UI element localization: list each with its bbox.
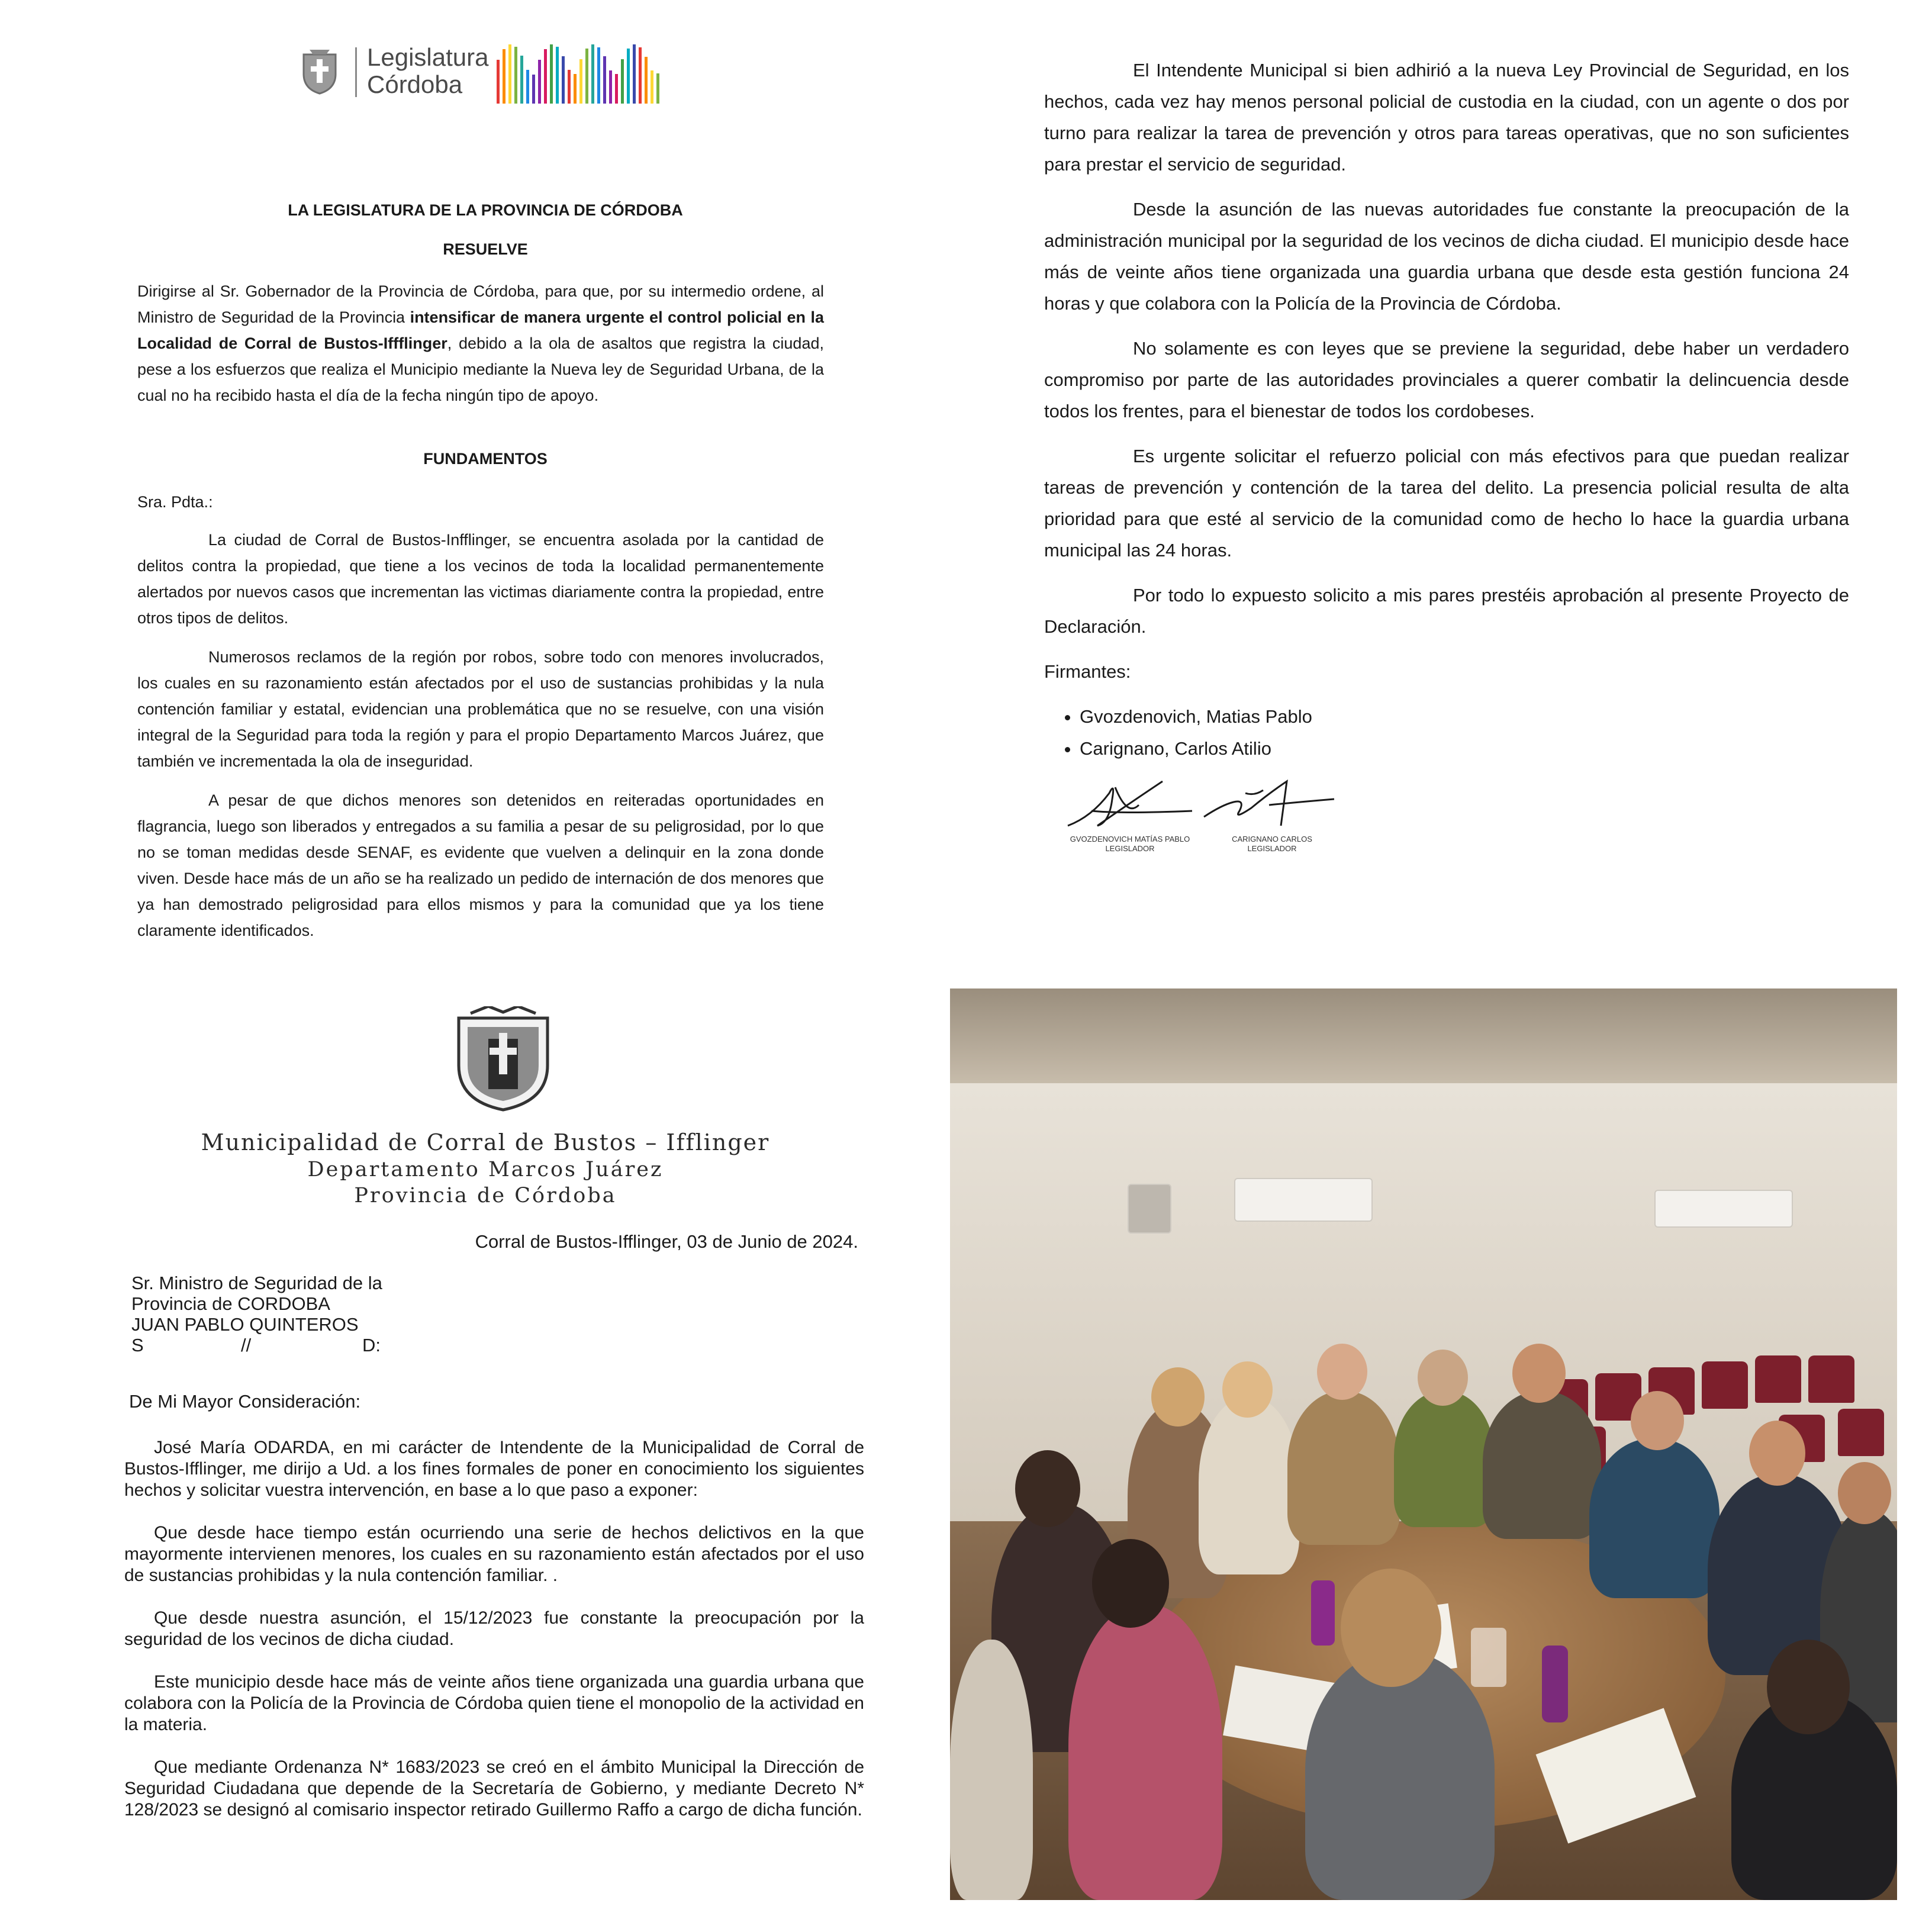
logo-bar: [574, 74, 577, 104]
person-seated: [950, 1640, 1033, 1900]
logo-bar: [556, 47, 559, 104]
continuation-body: [1044, 54, 1849, 765]
logo-bar: [621, 59, 624, 104]
letter-paragraph: Que mediante Ordenanza N* 1683/2023 se creó en el ámbito Municipal la Dirección de Seguridad Ciudadana que depende de la Secretaría de Gobierno, y mediante Decreto N* 128/2023 se designó al comisario inspector retirado Guillermo Raffo a cargo de dicha función.: [124, 1757, 864, 1820]
resolution-title: LA LEGISLATURA DE LA PROVINCIA DE CÓRDOBA: [288, 201, 683, 219]
logo-bar: [550, 44, 553, 104]
logo-bar: [591, 44, 594, 104]
signature-caption-2: CARIGNANO CARLOS LEGISLADOR: [1232, 835, 1312, 853]
logo-line-2: Córdoba: [367, 70, 463, 98]
letter-body: [124, 1437, 864, 1821]
auditorium-chair: [1838, 1409, 1884, 1456]
logo-bar: [603, 56, 606, 104]
addressee-block: [131, 1273, 871, 1355]
department-name: Departamento Marcos Juárez: [307, 1158, 664, 1181]
logo-bar: [508, 44, 511, 104]
air-conditioner-unit: [1654, 1190, 1793, 1228]
auditorium-chair: [1702, 1361, 1748, 1409]
person-seated: [1589, 1438, 1720, 1598]
resolution-page: [0, 0, 947, 971]
logo-bar: [497, 60, 500, 104]
logo-bar: [645, 57, 648, 104]
addressee-line: JUAN PABLO QUINTEROS: [131, 1314, 359, 1335]
logo-divider: [355, 47, 357, 97]
letter-date: Corral de Bustos-Ifflinger, 03 de Junio de 2024.: [475, 1231, 858, 1252]
speaker-box: [1128, 1184, 1171, 1234]
letter-paragraph: José María ODARDA, en mi carácter de Intendente de la Municipalidad de Corral de Bustos-Ifflinger, me dirijo a Ud. a los fines formales de poner en conocimiento los siguientes hechos y solicitar vuestra intervención, en base a lo que paso a exponer:: [124, 1438, 864, 1500]
signers-list: [1044, 701, 1849, 765]
logo-bar: [585, 49, 588, 104]
logo-bar: [615, 74, 618, 104]
fundamentos-paragraph: Numerosos reclamos de la región por robos, sobre todo con menores involucrados, los cuales en su razonamiento están afectados por el uso de sustancias prohibidas y la nula contención familiar y estatal, evidencian una problemática que no se resuelve, con una visión integral de la Seguridad para toda la región y para el propio Departamento Marcos Juárez, que también ve incrementada la ola de inseguridad.: [137, 648, 824, 770]
continuation-paragraph: El Intendente Municipal si bien adhirió a la nueva Ley Provincial de Seguridad, en los hechos, cada vez hay menos personal policial de custodia en la ciudad, con un agente o dos por turno para realizar la tarea de prevención y otros para tareas operativas, que no son suficientes para prestar el servicio de seguridad.: [1044, 60, 1849, 175]
person-head: [1092, 1539, 1169, 1628]
resolve-highlight: intensificar de manera urgente el control policial en la Localidad de Corral de Bustos-Iffflinger: [137, 308, 824, 352]
person-head: [1151, 1367, 1205, 1427]
person-head: [1838, 1462, 1891, 1524]
fundamentos-paragraph: A pesar de que dichos menores son detenidos en reiteradas oportunidades en flagrancia, luego son liberados y entregados a su familia a pesar de su peligrosidad, por lo que no se toman medidas desde SENAF, es evidente que vuelven a delinquir en la zona donde viven. Desde hace más de un año se ha realizado un pedido de internación de dos menores que ya han demostrado peligrosidad para ellos mismos y para la comunidad que ya los tiene claramente identificados.: [137, 791, 824, 939]
person-seated: [1483, 1391, 1601, 1539]
thermos-bottle: [1311, 1580, 1335, 1646]
legislature-logo: [290, 36, 681, 107]
letter-paragraph: Este municipio desde hace más de veinte años tiene organizada una guardia urbana que colabora con la Policía de la Provincia de Córdoba quien tiene el monopolio de la actividad en la materia.: [124, 1672, 864, 1734]
province-name: Provincia de Córdoba: [354, 1184, 617, 1208]
person-seated: [1199, 1397, 1299, 1574]
addressee-line: Sr. Ministro de Seguridad de la: [131, 1273, 382, 1293]
logo-bar: [656, 73, 659, 104]
logo-bar: [627, 49, 630, 104]
logo-bar: [532, 75, 535, 104]
signature-carignano: [1198, 769, 1352, 835]
logo-bar: [562, 56, 565, 104]
logo-bar: [579, 59, 582, 104]
fundamentos-body: [137, 527, 824, 944]
person-head: [1631, 1391, 1684, 1450]
person-seated: [1287, 1391, 1400, 1545]
logo-bar: [651, 70, 653, 104]
continuation-paragraph: Por todo lo expuesto solicito a mis pares prestéis aprobación al presente Proyecto de Declaración.: [1044, 585, 1849, 637]
resolve-paragraph: Dirigirse al Sr. Gobernador de la Provincia de Córdoba, para que, por su intermedio ordene, al Ministro de Seguridad de la Provincia intensificar de manera urgente el control policial en la Localidad de Corral de Bustos-Iffflinger, debido a la ola de asaltos que registra la ciudad, pese a los esfuerzos que realiza el Municipio mediante la Nueva ley de Seguridad Urbana, de la cual no ha recibido hasta el día de la fecha ningún tipo de apoyo.: [137, 282, 824, 404]
continuation-paragraph: Desde la asunción de las nuevas autoridades fue constante la preocupación de la administración municipal por la seguridad de los vecinos de dicha ciudad. El municipio desde hace más de veinte años tiene organizada una guardia urbana que desde esta gestión funciona 24 horas y que colabora con la Policía de la Provincia de Córdoba.: [1044, 199, 1849, 314]
person-head: [1222, 1361, 1273, 1418]
logo-bar: [520, 56, 523, 104]
signature-gvozdenovich: [1056, 769, 1210, 835]
logo-bar: [609, 70, 612, 104]
person-seated: [1305, 1651, 1495, 1900]
person-seated: [1394, 1391, 1495, 1527]
fundamentos-heading: FUNDAMENTOS: [423, 450, 548, 468]
logo-bar: [503, 49, 505, 104]
air-conditioner-unit: [1234, 1178, 1373, 1222]
logo-bar: [633, 44, 636, 104]
sd-line: S // D:: [131, 1335, 381, 1355]
fundamentos-paragraph: La ciudad de Corral de Bustos-Infflinger, se encuentra asolada por la cantidad de delitos contra la propiedad, que tiene a los vecinos de toda la localidad permanentemente alertados por nuevos casos que incrementan las victimas diariamente contra la propiedad, entre otros tipos de delitos.: [137, 531, 824, 627]
signature-caption-1: GVOZDENOVICH MATÍAS PABLO LEGISLADOR: [1070, 835, 1190, 853]
coat-of-arms-icon: [299, 47, 340, 95]
person-head: [1749, 1421, 1805, 1486]
signers-label: Firmantes:: [1044, 661, 1131, 682]
municipal-shield-icon: [447, 1006, 559, 1113]
logo-color-bars: [494, 41, 672, 107]
person-head: [1512, 1344, 1566, 1403]
addressee-line: Provincia de CORDOBA: [131, 1293, 330, 1314]
person-head: [1767, 1640, 1850, 1734]
meeting-photo: [950, 988, 1897, 1900]
logo-bar: [514, 47, 517, 104]
logo-bar: [538, 60, 541, 104]
auditorium-chair: [1808, 1355, 1854, 1403]
letter-greeting: De Mi Mayor Consideración:: [129, 1391, 361, 1412]
resolution-subtitle: RESUELVE: [443, 240, 528, 258]
municipal-letter-page: [0, 983, 947, 1932]
signer-item: • Gvozdenovich, Matias Pablo: [1080, 701, 1849, 733]
person-head: [1418, 1350, 1468, 1406]
resolution-continuation-page: [985, 0, 1932, 971]
municipality-name: Municipalidad de Corral de Bustos – Ifflinger: [201, 1129, 770, 1155]
person-head: [1317, 1344, 1367, 1400]
logo-bar: [526, 70, 529, 104]
continuation-paragraph: Es urgente solicitar el refuerzo policial con más efectivos para que puedan realizar tareas de prevención y contención de la tarea del delito. La presencia policial resulta de alta prioridad para que esté al servicio de la comunidad como de hecho lo hace la guardia urbana municipal las 24 horas.: [1044, 446, 1849, 561]
auditorium-chair: [1755, 1355, 1801, 1403]
person-head: [1015, 1450, 1080, 1527]
logo-bar: [639, 47, 642, 104]
letter-paragraph: Que desde hace tiempo están ocurriendo una serie de hechos delictivos en la que mayormente intervienen menores, los cuales en su razonamiento están afectados por el uso de sustancias prohibidas y la nula contención familiar. .: [124, 1523, 864, 1585]
salutation: Sra. Pdta.:: [137, 493, 213, 511]
letter-paragraph: Que desde nuestra asunción, el 15/12/2023 fue constante la preocupación por la seguridad de los vecinos de dicha ciudad.: [124, 1608, 864, 1649]
thermos-bottle: [1542, 1646, 1568, 1722]
logo-bar: [597, 47, 600, 104]
logo-bar: [544, 49, 547, 104]
person-head: [1341, 1569, 1441, 1687]
water-jug: [1471, 1628, 1506, 1687]
logo-bar: [568, 70, 571, 104]
person-seated: [1068, 1604, 1222, 1900]
photo-ceiling: [950, 988, 1897, 1083]
continuation-paragraph: No solamente es con leyes que se previene la seguridad, debe haber un verdadero compromiso por parte de las autoridades provinciales a querer combatir la delincuencia desde todos los frentes, para el bienestar de todos los cordobeses.: [1044, 338, 1849, 421]
logo-text: [367, 44, 488, 98]
signer-item: • Carignano, Carlos Atilio: [1080, 733, 1849, 765]
logo-line-1: Legislatura: [367, 43, 489, 71]
